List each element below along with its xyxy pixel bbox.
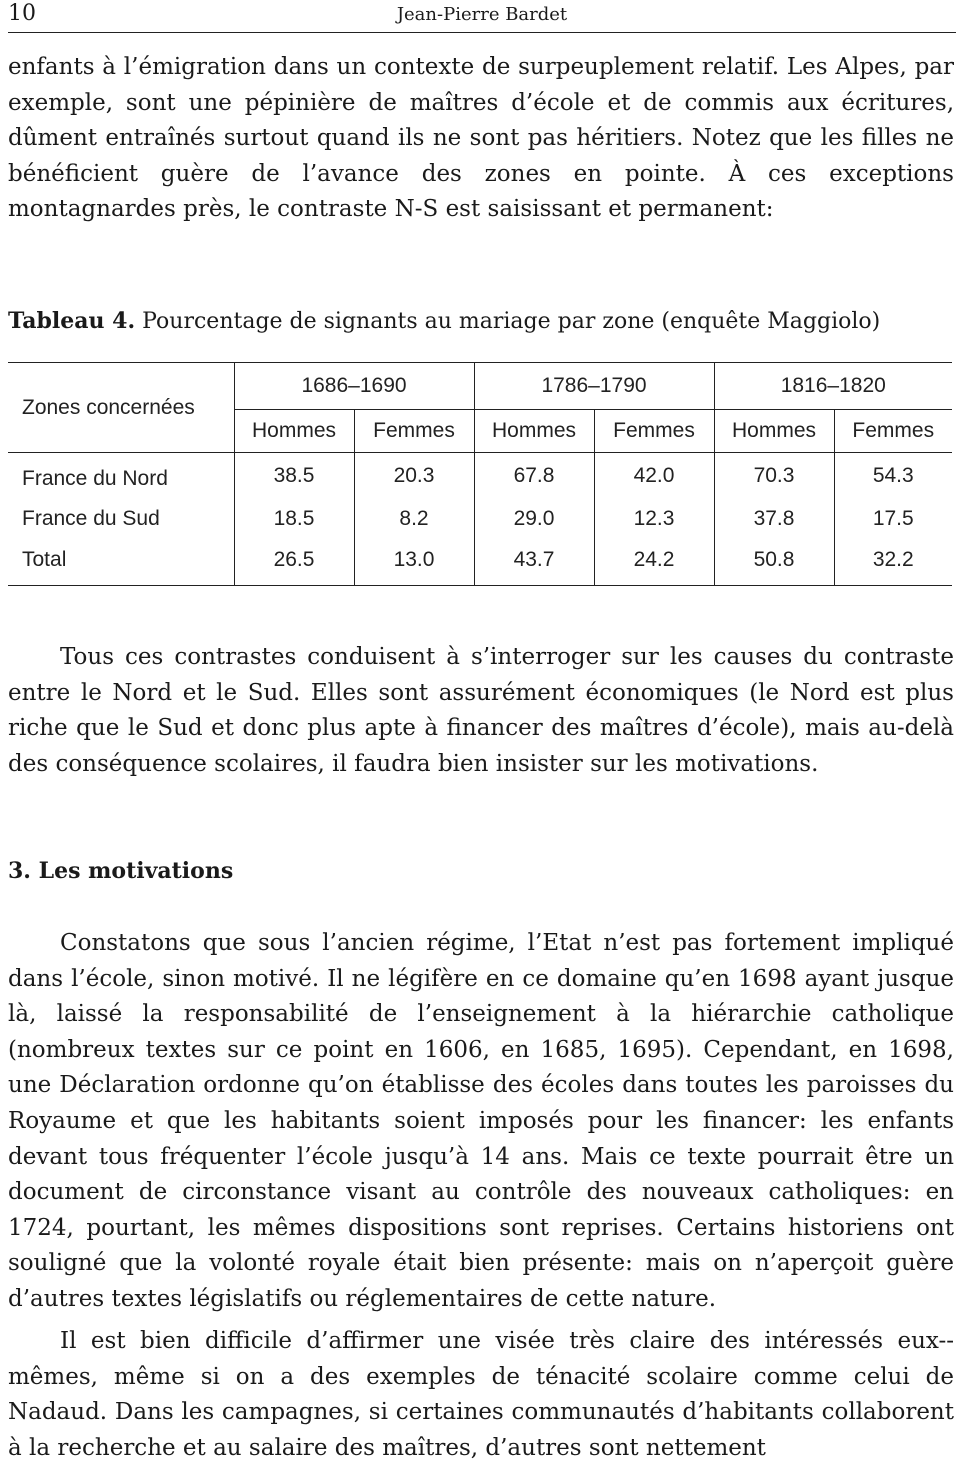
period-header: 1816–1820 <box>780 374 886 397</box>
running-head: Jean-Pierre Bardet <box>396 4 568 25</box>
table-row <box>8 539 952 586</box>
zone-column-header: Zones concernées <box>8 363 234 453</box>
value-cell: 20.3 <box>354 453 474 500</box>
table-row <box>8 499 952 539</box>
sub-header: Hommes <box>714 410 834 453</box>
sub-header: Femmes <box>354 410 474 453</box>
sub-header: Hommes <box>474 410 594 453</box>
value-cell: 37.8 <box>714 499 834 539</box>
table-caption-text: Pourcentage de signants au mariage par zone (enquête Maggiolo) <box>142 309 881 334</box>
value-cell: 54.3 <box>872 464 914 487</box>
value-cell: 12.3 <box>594 499 714 539</box>
sub-header: Femmes <box>594 410 714 453</box>
section-title: 3. Les motivations <box>8 858 234 884</box>
table-caption <box>8 305 954 338</box>
value-cell: 50.8 <box>714 539 834 586</box>
value-cell: 17.5 <box>872 507 914 530</box>
zone-cell: Total <box>8 539 234 586</box>
value-cell: 26.5 <box>234 539 354 586</box>
paragraph-state-role: Constatons que sous l’ancien régime, l’Etat n’est pas fortement impliqué dans l’école, sinon motivé. Il ne légifère en ce domaine qu’en 1698 ayant jusque là, laissé la responsabilité de l’enseignement à la hiérarchie catholique (nombreux textes sur ce point en 1606, en 1685, 1695). Cependant, en 1698, une Déclaration ordonne qu’on établisse des écoles dans toutes les paroisses du Royaume et que les habitants soient imposés pour les financer: les enfants devant tous fréquenter l’école jusqu’à 14 ans. Mais ce texte pourrait être un document de circonstance visant au contrôle des nouveaux catholiques: en 1724, pourtant, les mêmes dispositions sont reprises. Certains historiens ont souligné que la volonté royale était bien présente: mais on n’aperçoit guère d’autres textes législatifs ou réglementaires de cette nature. <box>8 930 954 1312</box>
value-cell: 8.2 <box>354 499 474 539</box>
page-header <box>8 0 956 33</box>
paragraph-intro: enfants à l’émigration dans un contexte de surpeuplement relatif. Les Alpes, par exemple, sont une pépinière de maîtres d’école et de commis aux écritures, dûment entraînés surtout quand ils ne sont pas héritiers. Notez que les filles ne bénéficient guère de l’avance des zones en pointe. À ces exceptions montagnardes près, le contraste N-S est saisissant et permanent: <box>8 54 954 223</box>
period-header: 1686–1690 <box>234 363 474 410</box>
value-cell: 43.7 <box>474 539 594 586</box>
zone-cell: France du Nord <box>8 453 234 500</box>
page-number: 10 <box>8 1 36 26</box>
table-label: Tableau 4. <box>8 308 136 334</box>
value-cell: 67.8 <box>474 453 594 500</box>
value-cell: 42.0 <box>594 453 714 500</box>
period-header: 1786–1790 <box>474 363 714 410</box>
paragraph-contrasts: Tous ces contrastes conduisent à s’interroger sur les causes du contraste entre le Nord et le Sud. Elles sont assurément économiques (le Nord est plus riche que le Sud et donc plus apte à financer des maîtres d’école), mais au-delà des conséquence scolaires, il faudra bien insister sur les motivations. <box>8 644 954 777</box>
literacy-table <box>8 362 952 586</box>
zone-cell: France du Sud <box>8 499 234 539</box>
sub-header: Femmes <box>834 410 952 453</box>
paragraph-motivations: Il est bien difficile d’affirmer une visée très claire des intéressés eux--mêmes, même si on a des exemples de ténacité scolaire comme celui de Nadaud. Dans les campagnes, si certaines communautés d’habitants collaborent à la recherche et au salaire des maîtres, d’autres sont nettement <box>8 1328 954 1461</box>
value-cell: 70.3 <box>714 453 834 500</box>
value-cell: 24.2 <box>594 539 714 586</box>
sub-header: Hommes <box>234 410 354 453</box>
value-cell: 13.0 <box>354 539 474 586</box>
table-row <box>8 453 952 500</box>
value-cell: 29.0 <box>474 499 594 539</box>
value-cell: 18.5 <box>234 499 354 539</box>
value-cell: 38.5 <box>234 453 354 500</box>
value-cell: 32.2 <box>872 548 914 571</box>
